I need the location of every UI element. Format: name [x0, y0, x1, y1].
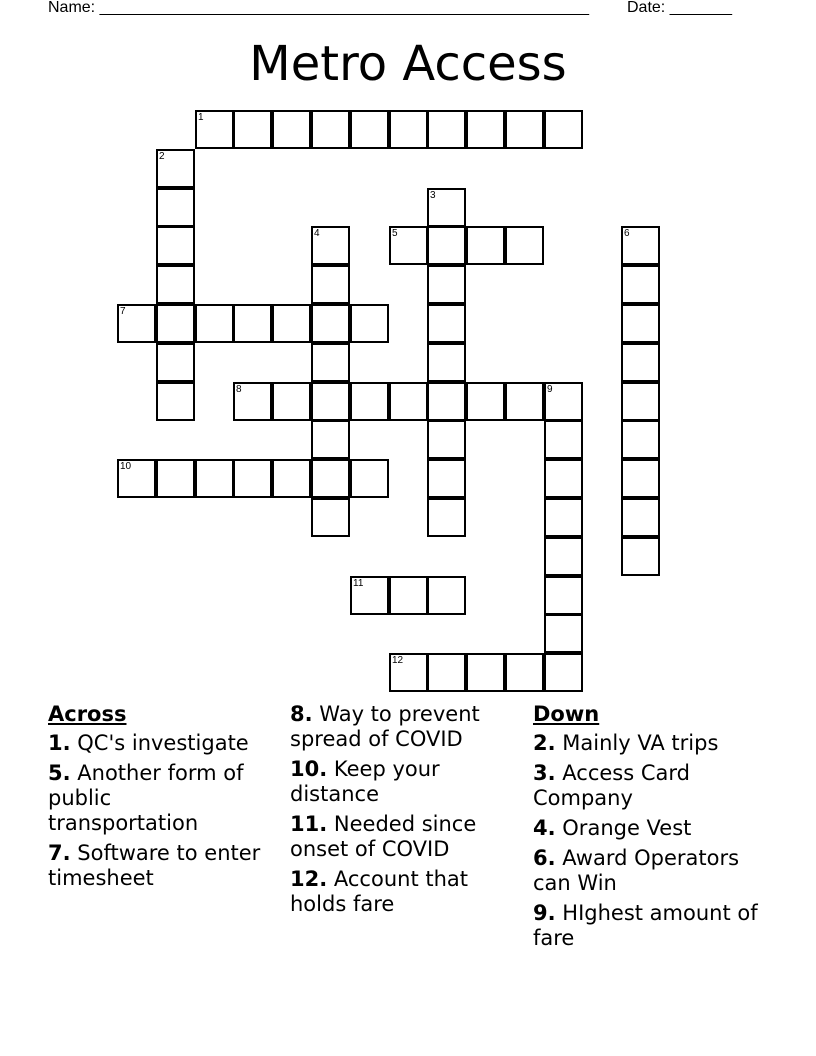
- grid-cell[interactable]: [156, 343, 195, 382]
- cell-number: 8: [236, 384, 242, 395]
- clue-number: 5.: [48, 761, 71, 785]
- clue-number: 7.: [48, 841, 71, 865]
- clue-across-1: [48, 731, 263, 756]
- grid-cell[interactable]: [621, 226, 660, 265]
- grid-cell[interactable]: [621, 265, 660, 304]
- grid-cell[interactable]: [350, 576, 389, 615]
- clue-number: 8.: [290, 702, 313, 726]
- clue-text: HIghest amount of fare: [533, 901, 758, 950]
- grid-cell[interactable]: [311, 498, 350, 537]
- clue-down-3: [533, 761, 763, 811]
- clue-down-6: [533, 846, 763, 896]
- grid-cell[interactable]: [233, 382, 272, 421]
- cell-number: 4: [314, 228, 320, 239]
- clues-column-2: [290, 702, 505, 922]
- clue-number: 6.: [533, 846, 556, 870]
- grid-cell[interactable]: [621, 304, 660, 343]
- cell-number: 10: [120, 461, 132, 472]
- grid-cell[interactable]: [272, 459, 311, 498]
- grid-cell[interactable]: [156, 188, 195, 227]
- cell-number: 3: [430, 190, 436, 201]
- grid-cell[interactable]: [466, 226, 505, 265]
- name-field-label: Name: _______________________________________________________: [48, 0, 589, 16]
- date-field-label: Date: _______: [627, 0, 732, 16]
- grid-cell[interactable]: [544, 459, 583, 498]
- cell-number: 9: [547, 384, 553, 395]
- grid-cell[interactable]: [117, 304, 156, 343]
- grid-cell[interactable]: [350, 110, 389, 149]
- grid-cell[interactable]: [544, 576, 583, 615]
- clue-number: 3.: [533, 761, 556, 785]
- grid-cell[interactable]: [233, 459, 272, 498]
- clue-text: Needed since onset of COVID: [290, 812, 477, 861]
- clue-across-11: [290, 812, 505, 862]
- across-heading: Across: [48, 702, 127, 726]
- down-heading: Down: [533, 702, 600, 726]
- clue-text: Orange Vest: [562, 816, 692, 840]
- grid-cell[interactable]: [195, 304, 234, 343]
- grid-cell[interactable]: [156, 304, 195, 343]
- grid-cell[interactable]: [544, 653, 583, 692]
- grid-cell[interactable]: [621, 343, 660, 382]
- grid-cell[interactable]: [427, 265, 466, 304]
- cell-number: 6: [624, 228, 630, 239]
- grid-cell[interactable]: [427, 226, 466, 265]
- grid-cell[interactable]: [156, 149, 195, 188]
- grid-cell[interactable]: [427, 110, 466, 149]
- grid-cell[interactable]: [621, 459, 660, 498]
- clue-across-10: [290, 757, 505, 807]
- grid-cell[interactable]: [544, 382, 583, 421]
- grid-cell[interactable]: [311, 459, 350, 498]
- grid-cell[interactable]: [505, 110, 544, 149]
- cell-number: 12: [392, 655, 404, 666]
- grid-cell[interactable]: [311, 304, 350, 343]
- cell-number: 11: [353, 578, 364, 589]
- clue-text: Access Card Company: [533, 761, 690, 810]
- grid-cell[interactable]: [195, 110, 234, 149]
- grid-cell[interactable]: [427, 576, 466, 615]
- grid-cell[interactable]: [117, 459, 156, 498]
- clue-text: Keep your distance: [290, 757, 440, 806]
- clue-text: Another form of public transportation: [48, 761, 244, 835]
- clue-number: 2.: [533, 731, 556, 755]
- grid-cell[interactable]: [156, 226, 195, 265]
- clue-number: 1.: [48, 731, 71, 755]
- grid-cell[interactable]: [466, 382, 505, 421]
- grid-cell[interactable]: [233, 304, 272, 343]
- grid-cell[interactable]: [156, 265, 195, 304]
- grid-cell[interactable]: [389, 226, 428, 265]
- grid-cell[interactable]: [427, 498, 466, 537]
- grid-cell[interactable]: [621, 382, 660, 421]
- grid-cell[interactable]: [311, 110, 350, 149]
- grid-cell[interactable]: [389, 382, 428, 421]
- clue-text: Mainly VA trips: [562, 731, 719, 755]
- clue-text: Account that holds fare: [290, 867, 469, 916]
- grid-cell[interactable]: [156, 459, 195, 498]
- grid-cell[interactable]: [427, 382, 466, 421]
- grid-cell[interactable]: [350, 459, 389, 498]
- grid-cell[interactable]: [389, 653, 428, 692]
- clue-across-7: [48, 841, 263, 891]
- grid-cell[interactable]: [427, 188, 466, 227]
- clue-text: Award Operators can Win: [533, 846, 740, 895]
- grid-cell[interactable]: [156, 382, 195, 421]
- clue-down-2: [533, 731, 763, 756]
- grid-cell[interactable]: [505, 653, 544, 692]
- grid-cell[interactable]: [621, 498, 660, 537]
- clue-across-8: [290, 702, 505, 752]
- grid-cell[interactable]: [272, 382, 311, 421]
- grid-cell[interactable]: [311, 382, 350, 421]
- clues-column-1: [48, 702, 263, 896]
- grid-cell[interactable]: [505, 382, 544, 421]
- clue-text: Software to enter timesheet: [48, 841, 261, 890]
- grid-cell[interactable]: [389, 576, 428, 615]
- grid-cell[interactable]: [350, 382, 389, 421]
- grid-cell[interactable]: [466, 110, 505, 149]
- clue-across-5: [48, 761, 263, 836]
- cell-number: 7: [120, 306, 126, 317]
- grid-cell[interactable]: [621, 537, 660, 576]
- cell-number: 1: [198, 112, 204, 123]
- grid-cell[interactable]: [389, 110, 428, 149]
- clue-number: 4.: [533, 816, 556, 840]
- grid-cell[interactable]: [427, 459, 466, 498]
- grid-cell[interactable]: [427, 343, 466, 382]
- grid-cell[interactable]: [427, 304, 466, 343]
- grid-cell[interactable]: [233, 110, 272, 149]
- clue-text: Way to prevent spread of COVID: [290, 702, 480, 751]
- grid-cell[interactable]: [272, 110, 311, 149]
- clue-across-12: [290, 867, 505, 917]
- grid-cell[interactable]: [505, 226, 544, 265]
- clue-number: 11.: [290, 812, 328, 836]
- grid-cell[interactable]: [311, 343, 350, 382]
- grid-cell[interactable]: [195, 459, 234, 498]
- clue-number: 12.: [290, 867, 328, 891]
- cell-number: 5: [392, 228, 398, 239]
- clue-down-9: [533, 901, 763, 951]
- puzzle-title: Metro Access: [249, 36, 567, 92]
- grid-cell[interactable]: [466, 653, 505, 692]
- cell-number: 2: [159, 151, 165, 162]
- clue-number: 10.: [290, 757, 328, 781]
- grid-cell[interactable]: [350, 304, 389, 343]
- grid-cell[interactable]: [311, 265, 350, 304]
- grid-cell[interactable]: [544, 498, 583, 537]
- grid-cell[interactable]: [272, 304, 311, 343]
- grid-cell[interactable]: [427, 653, 466, 692]
- grid-cell[interactable]: [544, 110, 583, 149]
- grid-cell[interactable]: [544, 614, 583, 653]
- grid-cell[interactable]: [311, 226, 350, 265]
- grid-cell[interactable]: [544, 420, 583, 459]
- grid-cell[interactable]: [311, 420, 350, 459]
- clues-column-3: [533, 702, 763, 956]
- clue-down-4: [533, 816, 763, 841]
- clue-number: 9.: [533, 901, 556, 925]
- clue-text: QC's investigate: [77, 731, 249, 755]
- grid-cell[interactable]: [544, 537, 583, 576]
- grid-cell[interactable]: [427, 420, 466, 459]
- grid-cell[interactable]: [621, 420, 660, 459]
